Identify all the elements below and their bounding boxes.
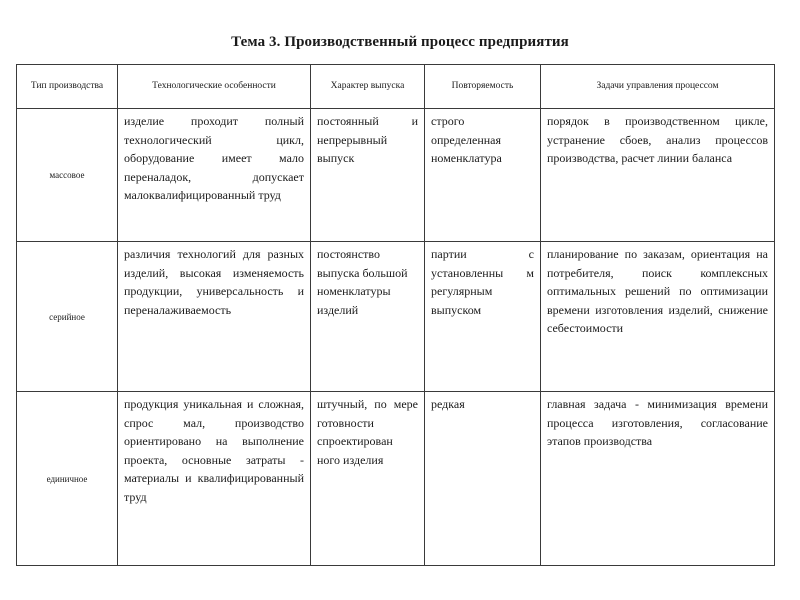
cell-repeatability: редкая [425,392,541,566]
header-output-nature: Характер выпуска [311,65,425,109]
cell-tech-features: продукция уникальная и сложная, спрос мал, производство ориентировано на выполнение проекта, основные затраты - материалы и квалифицированный труд [118,392,311,566]
table-header-row [17,65,775,109]
cell-repeatability: строго определенная номенклатура [425,109,541,242]
header-repeatability: Повторяемость [425,65,541,109]
cell-production-type: серийное [17,242,118,392]
header-tech-features: Технологические особенности [118,65,311,109]
table-row [17,109,775,242]
cell-management-tasks: планирование по заказам, ориентация на потребителя, поиск комплексных оптимальных решений по оптимизации времени изготовления изделий, снижение себестоимости [541,242,775,392]
page-title: Тема 3. Производственный процесс предприятия [231,34,569,50]
cell-repeatability: партии с установленны м регулярным выпуском [425,242,541,392]
cell-output-nature: штучный, по мере готовности спроектирован ного изделия [311,392,425,566]
cell-output-nature: постоянство выпуска большой номенклатуры изделий [311,242,425,392]
header-production-type: Тип производства [17,65,118,109]
table-row [17,392,775,566]
cell-production-type: единичное [17,392,118,566]
cell-tech-features: различия технологий для разных изделий, высокая изменяемость продукции, универсальность и переналаживаемость [118,242,311,392]
cell-production-type: массовое [17,109,118,242]
production-types-table [16,64,775,566]
cell-management-tasks: порядок в производственном цикле, устранение сбоев, анализ процессов производства, расчет линии баланса [541,109,775,242]
table-row [17,242,775,392]
cell-tech-features: изделие проходит полный технологический цикл, оборудование имеет мало переналадок, допускает малоквалифицированный труд [118,109,311,242]
cell-output-nature: постоянный и непрерывный выпуск [311,109,425,242]
header-management-tasks: Задачи управления процессом [541,65,775,109]
cell-management-tasks: главная задача - минимизация времени процесса изготовления, согласование этапов производства [541,392,775,566]
